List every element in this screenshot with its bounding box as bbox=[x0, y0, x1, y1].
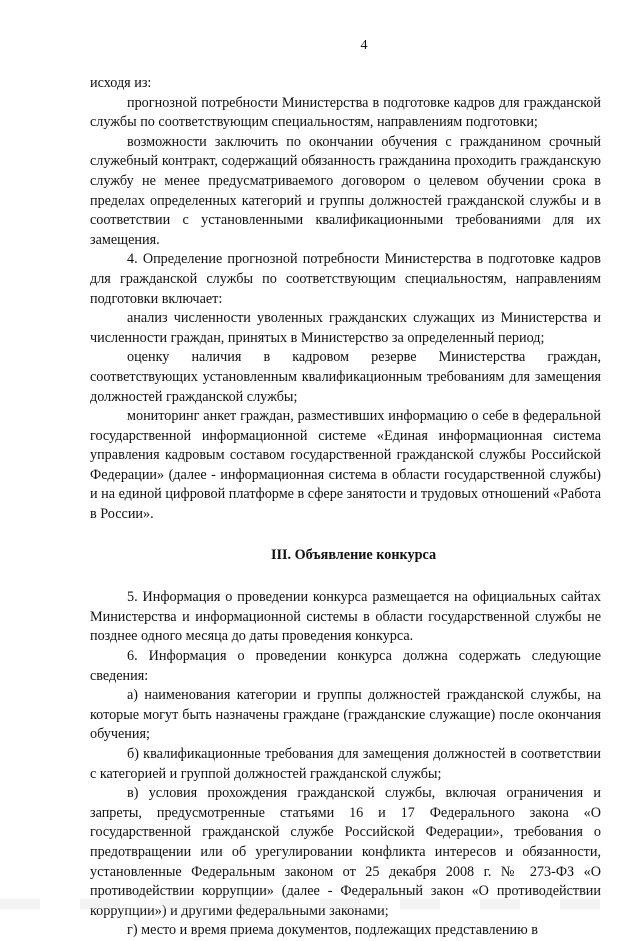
paragraph: в) условия прохождения гражданской службы, включая ограничения и запреты, предусмотренные статьями 16 и 17 Федерального закона «О государственной гражданской службе Российской Федерации», требования о предотвращении или об урегулировании конфликта интересов и обязанности, установленные Федеральным законом от 25 декабря 2008 г. № 273-ФЗ «О противодействии коррупции» (далее - Федеральный закон «О противодействии коррупции») и другими федеральными законами; bbox=[90, 785, 601, 919]
paragraph: 6. Информация о проведении конкурса должна содержать следующие сведения: bbox=[90, 648, 601, 684]
paragraph: исходя из: bbox=[90, 75, 152, 91]
paragraph: б) квалификационные требования для замещения должностей в соответствии с категорией и группой должностей гражданской службы; bbox=[90, 746, 601, 782]
paragraph: прогнозной потребности Министерства в подготовке кадров для гражданской службы по соответствующим специальностям, направлениям подготовки; bbox=[90, 94, 601, 131]
paragraph: анализ численности уволенных гражданских служащих из Министерства и численности граждан, принятых в Министерство за определенный период; bbox=[90, 310, 601, 346]
paragraph: мониторинг анкет граждан, разместивших информацию о себе в федеральной государственной информационной системе «Единая информационная система управления кадровым составом государственной гражданской службы Российской Федерации» (далее - информационная система в области государственной службы) и на единой цифровой платформе в сфере занятости и трудовых отношений «Работа в России». bbox=[90, 408, 601, 523]
scan-edge-artifact bbox=[0, 899, 640, 909]
paragraph: оценку наличия в кадровом резерве Министерства граждан, соответствующих установленным квалификационным требованиям для замещения должностей гражданской службы; bbox=[90, 349, 601, 405]
document-body bbox=[90, 74, 601, 941]
paragraph: возможности заключить по окончании обучения с гражданином срочный служебный контракт, содержащий обязанность гражданина проходить гражданскую службу не менее предусматриваемого договором о целевом обучении срока в пределах определенных категорий и группы должностей гражданской службы и в соответствии с установленными квалификационными требованиями для их замещения. bbox=[90, 133, 601, 248]
section-heading: III. Объявление конкурса bbox=[270, 546, 437, 563]
paragraph: а) наименования категории и группы должностей гражданской службы, на которые могут быть назначены граждане (гражданские служащие) после окончания обучения; bbox=[90, 687, 601, 743]
page-number: 4 bbox=[360, 38, 368, 53]
paragraph: 5. Информация о проведении конкурса размещается на официальных сайтах Министерства и информационной системы в области государственной службы не позднее одного месяца до даты проведения конкурса. bbox=[90, 589, 601, 645]
paragraph: г) место и время приема документов, подлежащих представлению в bbox=[127, 922, 538, 939]
paragraph: 4. Определение прогнозной потребности Министерства в подготовке кадров для гражданской службы по соответствующим специальностям, направлениям подготовки включает: bbox=[90, 251, 601, 307]
